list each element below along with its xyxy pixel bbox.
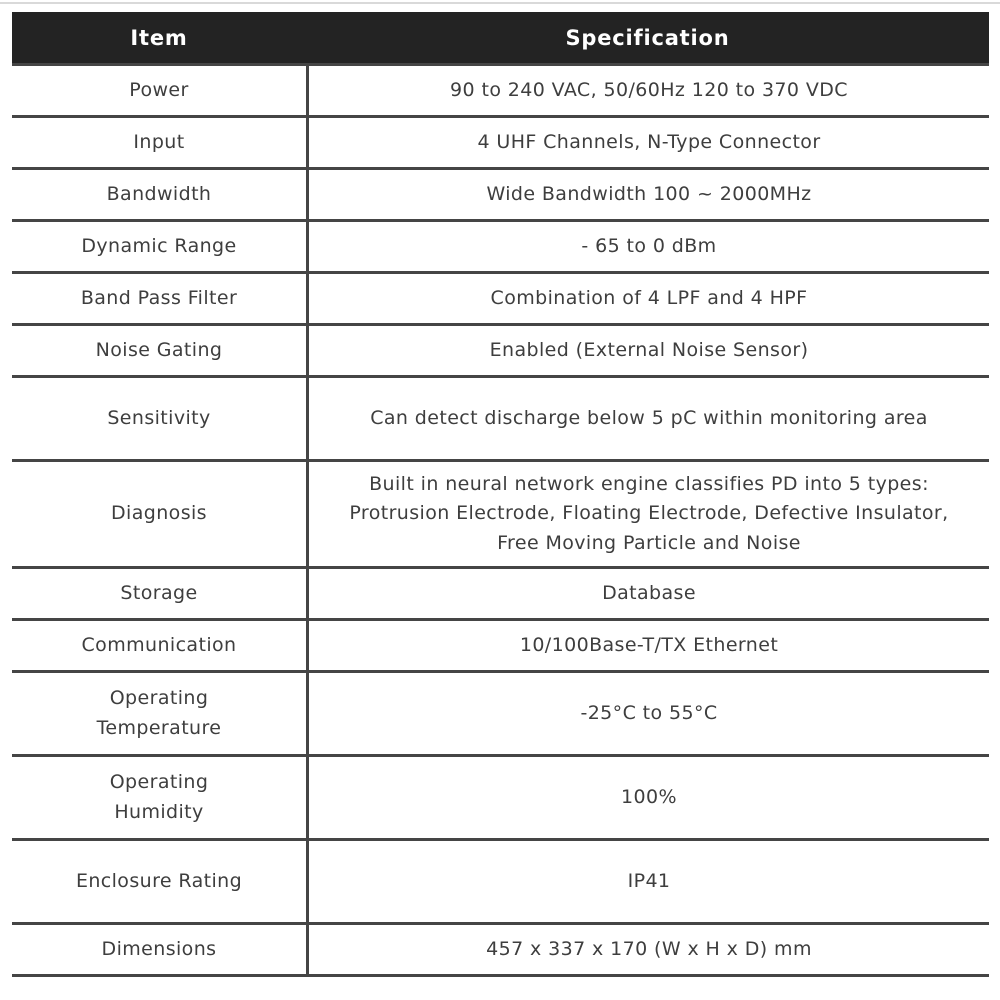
page-top-border [0,2,1000,4]
spec-cell [306,222,989,271]
spec-value: 10/100Base-T/TX Ethernet [519,633,779,656]
item-cell [12,621,306,670]
column-header-specification: Specification [565,25,730,50]
item-label: Sensitivity [107,406,211,429]
item-cell [12,274,306,323]
spec-cell [306,925,989,974]
table-row-operating-temperature [12,670,989,754]
spec-value: Wide Bandwidth 100 ~ 2000MHz [486,182,812,205]
spec-value: - 65 to 0 dBm [581,234,717,257]
table-row-sensitivity [12,375,989,459]
column-header-item: Item [130,25,188,50]
item-label: Input [133,130,185,153]
table-row-band-pass-filter [12,271,989,323]
item-cell [12,378,306,459]
item-label: Dynamic Range [81,234,237,257]
spec-value: Built in neural network engine classifies PD into 5 types: Protrusion Electrode, Floating Electrode, Defective Insulator, Free Moving Particle and Noise [349,472,949,554]
table-row-power [12,63,989,115]
item-label: Communication [81,633,237,656]
item-cell [12,222,306,271]
item-label: Operating Temperature [96,687,222,739]
item-cell [12,841,306,922]
spec-cell [306,841,989,922]
table-row-bandwidth [12,167,989,219]
spec-cell [306,569,989,618]
table-row-input [12,115,989,167]
item-cell [12,673,306,754]
table-row-storage [12,566,989,618]
spec-cell [306,757,989,838]
item-cell [12,66,306,115]
item-label: Dimensions [101,937,217,960]
table-row-operating-humidity [12,754,989,838]
specification-table [12,12,989,977]
table-row-enclosure-rating [12,838,989,922]
spec-value: Combination of 4 LPF and 4 HPF [490,286,808,309]
spec-cell [306,66,989,115]
item-cell [12,326,306,375]
item-label: Power [129,78,189,101]
item-cell [12,757,306,838]
table-row-dimensions [12,922,989,974]
spec-cell [306,462,989,566]
item-cell [12,569,306,618]
item-cell [12,462,306,566]
spec-cell [306,378,989,459]
item-label: Diagnosis [111,502,207,525]
spec-cell [306,170,989,219]
item-label: Storage [120,581,198,604]
spec-value: Database [602,581,696,604]
spec-cell [306,118,989,167]
spec-value: IP41 [627,869,671,892]
item-label: Bandwidth [106,182,212,205]
spec-value: 457 x 337 x 170 (W x H x D) mm [486,937,812,960]
spec-cell [306,673,989,754]
spec-cell [306,274,989,323]
table-row-dynamic-range [12,219,989,271]
table-row-diagnosis [12,459,989,566]
item-cell [12,170,306,219]
spec-cell [306,326,989,375]
spec-value: Can detect discharge below 5 pC within monitoring area [370,406,928,429]
spec-value: -25°C to 55°C [580,701,718,724]
table-header-row [12,12,989,63]
spec-value: 100% [621,785,677,808]
spec-value: 4 UHF Channels, N-Type Connector [477,130,821,153]
table-row-communication [12,618,989,670]
table-row-noise-gating [12,323,989,375]
spec-cell [306,621,989,670]
item-label: Band Pass Filter [80,286,238,309]
item-label: Enclosure Rating [75,869,243,892]
item-label: Noise Gating [95,338,223,361]
spec-value: 90 to 240 VAC, 50/60Hz 120 to 370 VDC [450,78,848,101]
spec-value: Enabled (External Noise Sensor) [489,338,809,361]
item-cell [12,925,306,974]
item-label: Operating Humidity [109,771,209,823]
item-cell [12,118,306,167]
